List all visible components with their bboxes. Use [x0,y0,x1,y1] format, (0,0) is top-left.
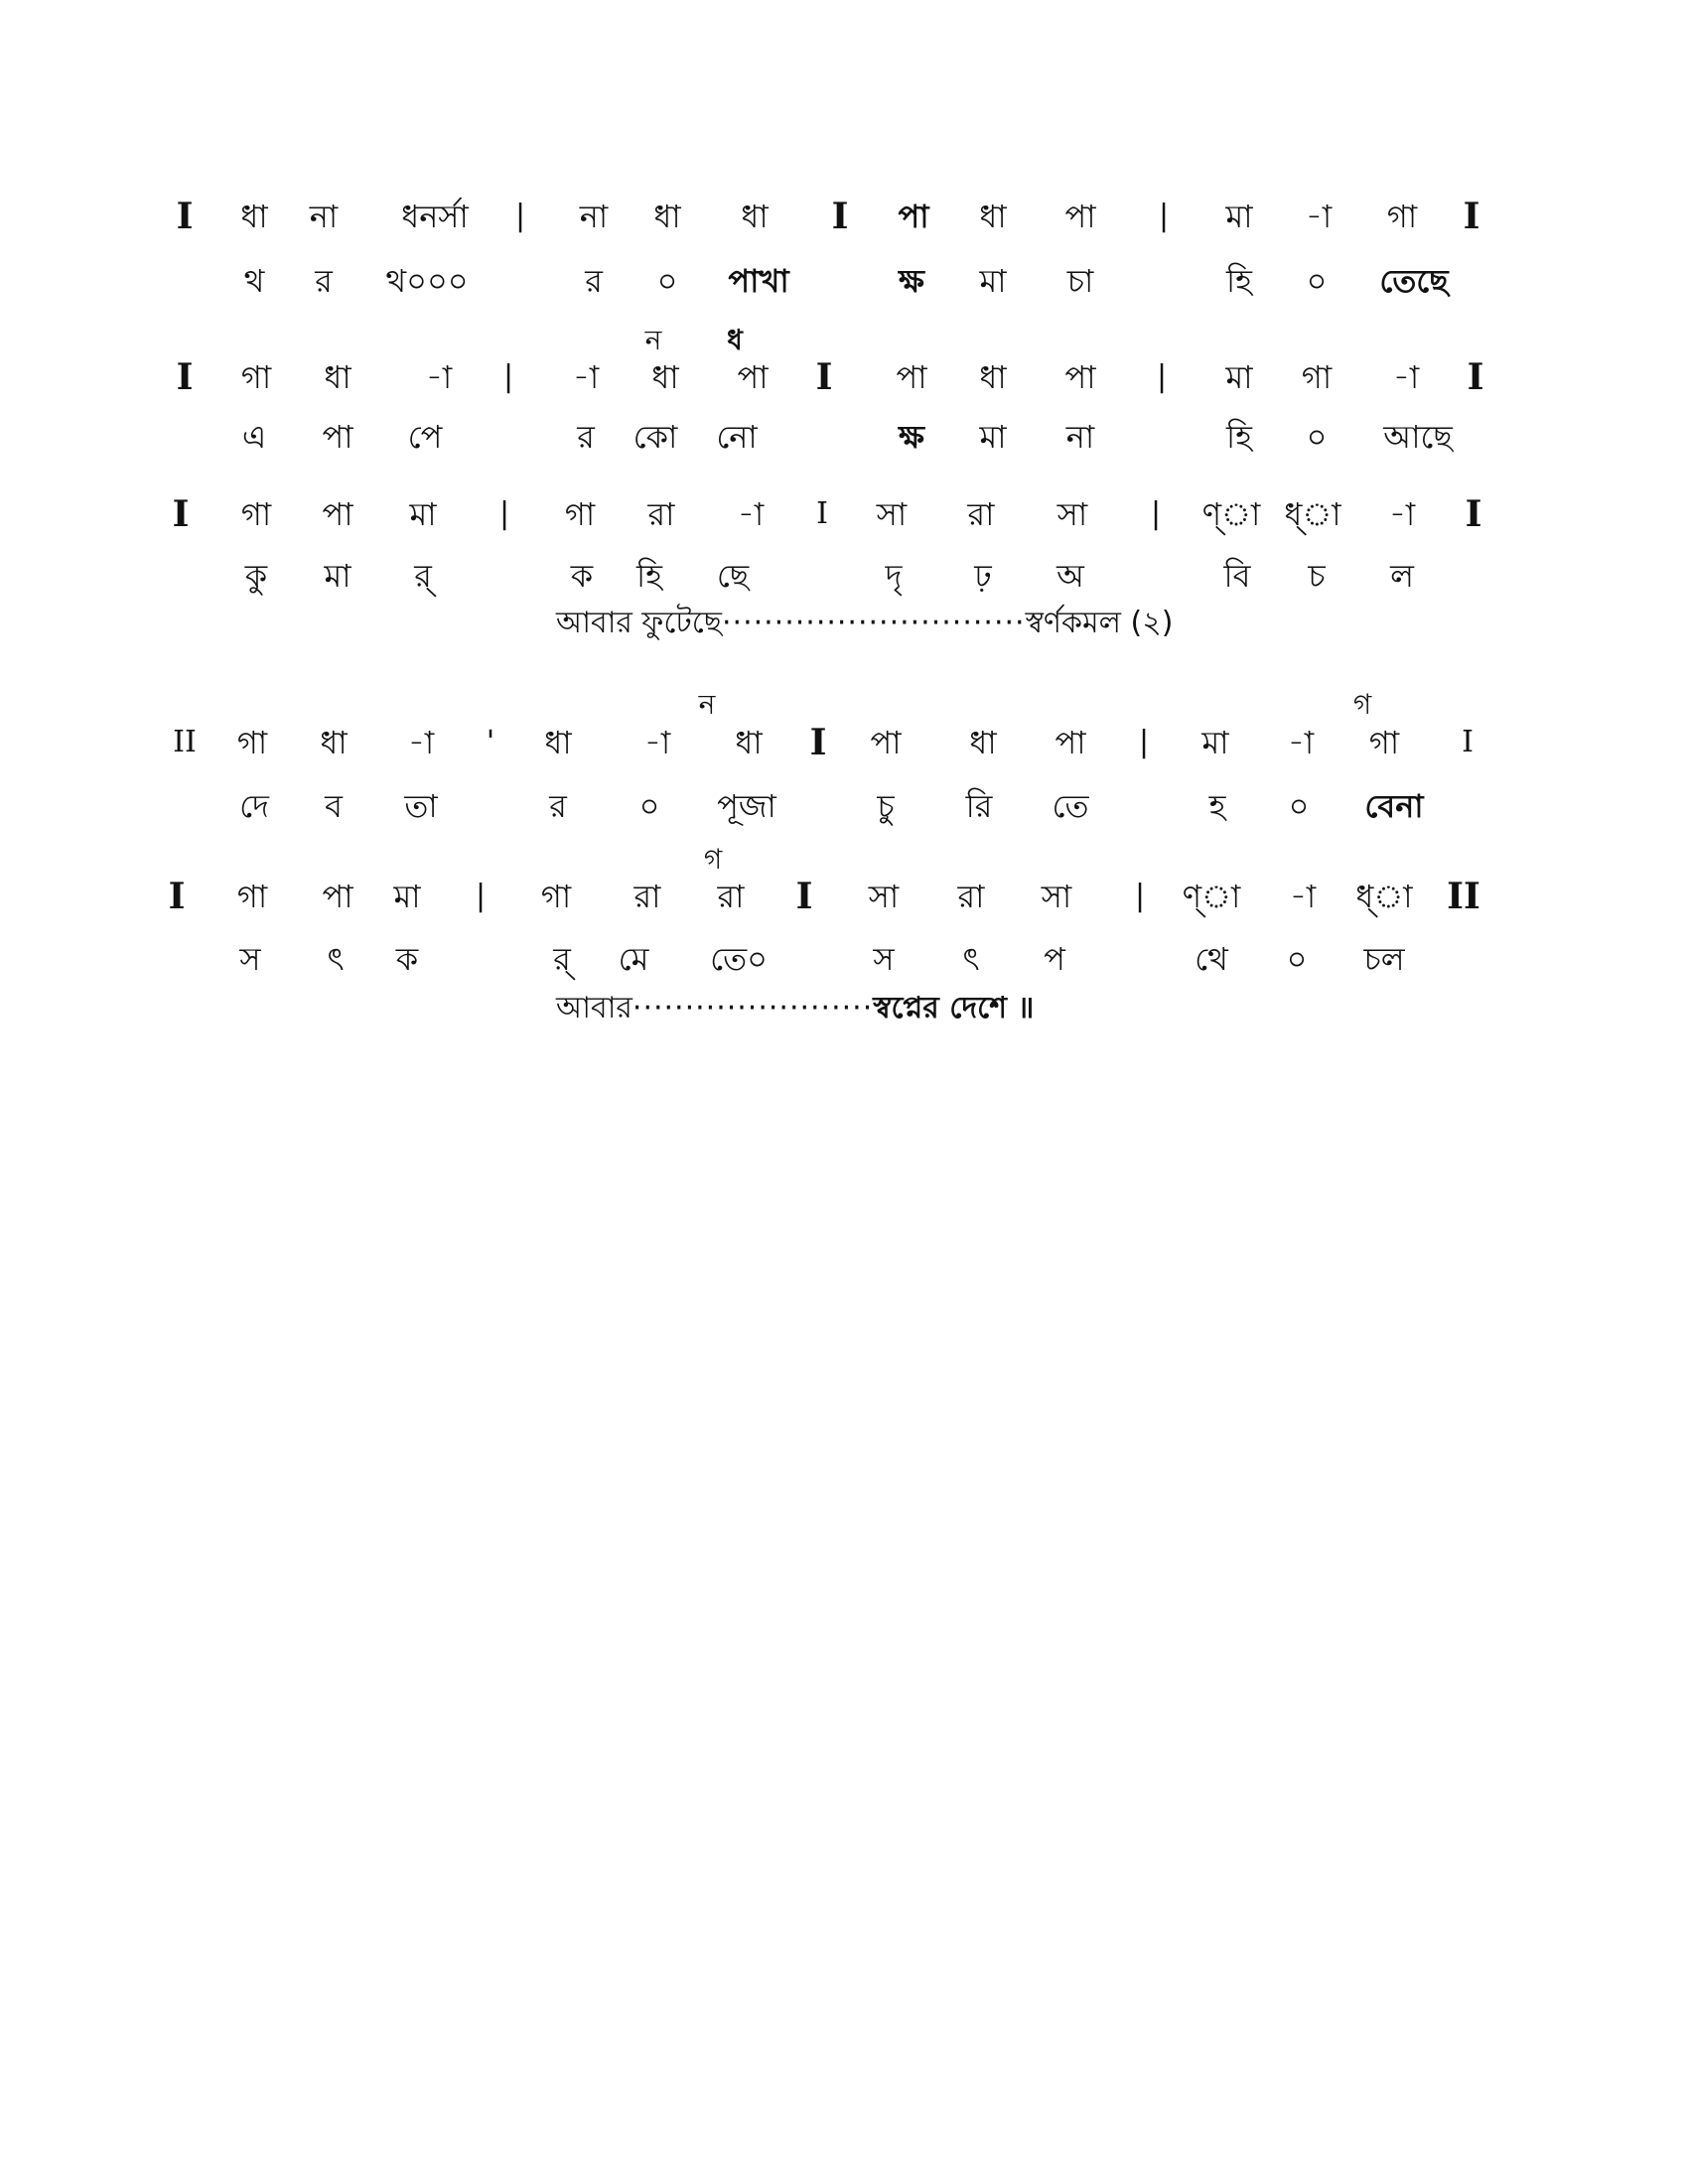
note: পা [1055,724,1086,761]
accent-note: ধ [727,324,743,356]
bar-line: I [1463,196,1480,237]
note: সা [1041,878,1072,915]
beat-divider: | [502,359,514,394]
note: রা [717,878,745,915]
lyric-syllable: ০ [656,262,678,300]
note: -া [1289,878,1317,915]
note: মা [1201,724,1229,761]
lyric-syllable: বি [1223,557,1251,595]
note: পা [896,358,927,396]
note: -া [572,358,600,396]
lyric-syllable: চ [1308,557,1326,595]
lyric-syllable: ক্ষ [899,418,924,456]
note: গা [236,878,268,915]
lyric-syllable: হি [636,557,662,595]
lyric-syllable: ০ [1286,940,1308,978]
beat-divider: | [475,879,487,913]
note: মা [1225,358,1253,396]
note: রা [957,878,985,915]
lyric-syllable: তে০ [710,940,768,978]
note: ধা [240,198,268,235]
beat-divider: | [1156,359,1168,394]
s1-notes-row-2 [0,357,1688,417]
note: পা [1064,198,1096,235]
bar-line: I [176,356,194,398]
lyric-syllable: চা [1066,262,1094,300]
s1-notes-row-1 [0,197,1688,256]
lyric-syllable: পাখা [728,262,789,300]
note: গা [564,495,596,533]
bar-line: I [1465,493,1482,535]
note: পা [870,724,902,761]
lyric-syllable: দে [239,787,269,825]
lyric-syllable: র [315,262,333,300]
beat-divider: | [1138,725,1150,759]
accent-note: ন [698,688,716,721]
lyric-syllable: এ [241,418,267,456]
note: ধ্া [1355,878,1413,915]
bar-line: I [172,493,190,535]
note: মা [1225,198,1253,235]
note: গা [540,878,572,915]
bar-line: I [815,356,833,398]
note: -া [425,358,453,396]
lyric-syllable: চু [877,787,895,825]
accent-note: গ [703,843,723,876]
note: সা [868,878,900,915]
refrain-end: স্বর্ণকমল (২) [1025,606,1174,640]
lyric-syllable: ০ [638,787,660,825]
note: গা [1386,198,1418,235]
lyric-syllable: র্ [553,940,571,978]
lyric-syllable: আছে [1383,418,1453,456]
note: গা [240,358,272,396]
note: -া [737,495,765,533]
lyric-syllable: ৎ [962,940,980,978]
bar-line: I [809,722,827,763]
bar-line: I [795,876,813,917]
beat-divider: | [1158,199,1170,233]
note: ধা [651,358,679,396]
note: -া [1287,724,1315,761]
lyric-syllable: মে [618,940,649,978]
note: ণ্া [1201,495,1261,533]
note: সা [1056,495,1088,533]
lyric-syllable: স [873,940,895,978]
s1-refrain-line [556,604,1173,643]
note: ধা [544,724,572,761]
beat-divider: | [498,496,510,531]
lyric-syllable: কো [633,418,678,456]
bar-line: I [831,196,849,237]
note: ধা [324,358,352,396]
lyric-syllable: কু [244,557,268,595]
note: পা [1064,358,1096,396]
note: -া [643,724,671,761]
note: রা [633,878,661,915]
s2-lyrics-row-1 [0,786,1688,846]
lyric-syllable: তে [1052,787,1089,825]
lyric-syllable: ০ [1306,262,1328,300]
lyric-syllable: না [1065,418,1095,456]
note: -া [1392,358,1420,396]
note: গা [1301,358,1333,396]
s1-lyrics-row-2 [0,417,1688,477]
lyric-syllable: র [577,418,595,456]
note: ধ্া [1284,495,1341,533]
note: না [309,198,339,235]
lyric-syllable: চল [1363,940,1405,978]
lyric-syllable: হি [1226,262,1252,300]
accent-note: ন [644,324,662,356]
note: পা [322,878,353,915]
lyric-syllable: থে [1195,940,1228,978]
note: রা [647,495,675,533]
lyric-syllable: ০ [1306,418,1328,456]
bar-line: I [1467,356,1484,398]
s2-notes-row-1 [0,723,1688,782]
note: ধনর্সা [401,198,469,235]
beat-divider: ' [486,725,495,759]
note: ণ্া [1182,878,1241,915]
note: সা [876,495,908,533]
refrain-start: আবার [556,991,633,1025]
refrain-dots: ······················· [632,991,874,1025]
s2-notes-row-2 [0,877,1688,936]
lyric-syllable: তা [404,787,438,825]
lyric-syllable: দৃ [885,557,903,595]
lyric-syllable: ছে [716,557,750,595]
note: ধা [979,358,1007,396]
note: মা [393,878,421,915]
lyric-syllable: ক [570,557,594,595]
note: ধা [969,724,997,761]
lyric-syllable: হি [1226,418,1252,456]
note: না [579,198,609,235]
double-bar-line: II [1447,876,1480,917]
lyric-syllable: পা [322,418,353,456]
lyric-syllable: ল [1390,557,1414,595]
lyric-syllable: রি [965,787,993,825]
s2-refrain-line [556,989,1034,1028]
double-bar-line: II [173,725,197,759]
note: ধা [735,724,763,761]
refrain-start: আবার ফুটেছে [556,606,722,640]
note: ধা [741,198,769,235]
lyric-syllable: বেনা [1364,787,1424,825]
bar-line: I [1462,725,1474,759]
lyric-syllable: ০ [1288,787,1310,825]
note: -া [1388,495,1416,533]
note: গা [236,724,268,761]
note: ধা [653,198,681,235]
lyric-syllable: প [1044,940,1065,978]
lyric-syllable: পে [407,418,443,456]
note: গা [1368,724,1400,761]
refrain-dots: ····························· [722,606,1026,640]
note: -া [1305,198,1333,235]
lyric-syllable: ৎ [327,940,345,978]
beat-divider: | [1134,879,1146,913]
lyric-syllable: থ০০০ [385,262,469,300]
note: ধা [979,198,1007,235]
bar-line: I [816,496,828,531]
note: ধা [320,724,348,761]
note: -া [407,724,435,761]
lyric-syllable: মা [979,262,1007,300]
refrain-end: স্বপ্নের দেশে ॥ [873,991,1035,1025]
lyric-syllable: র [585,262,603,300]
lyric-syllable: ক্ষ [899,262,924,300]
lyric-syllable: মা [324,557,352,595]
lyric-syllable: র [549,787,567,825]
s1-notes-row-3 [0,494,1688,554]
bar-line: I [176,196,194,237]
lyric-syllable: অ [1056,557,1084,595]
lyric-syllable: ব [325,787,343,825]
note: গা [240,495,272,533]
lyric-syllable: থ [243,262,265,300]
lyric-syllable: স [239,940,261,978]
note: পা [737,358,769,396]
lyric-syllable: হ [1208,787,1226,825]
note: পা [322,495,353,533]
beat-divider: | [514,199,526,233]
bar-line: I [168,876,186,917]
note: রা [967,495,995,533]
lyric-syllable: ক [395,940,419,978]
beat-divider: | [1150,496,1162,531]
lyric-syllable: মা [979,418,1007,456]
lyric-syllable: র্ [414,557,432,595]
lyric-syllable: তেছে [1379,262,1449,300]
lyric-syllable: নো [716,418,758,456]
lyric-syllable: পূজা [717,787,776,825]
accent-note: গ [1352,688,1372,721]
note: মা [409,495,437,533]
note: পা [898,198,929,235]
s1-lyrics-row-1 [0,261,1688,321]
lyric-syllable: ঢ় [974,557,992,595]
